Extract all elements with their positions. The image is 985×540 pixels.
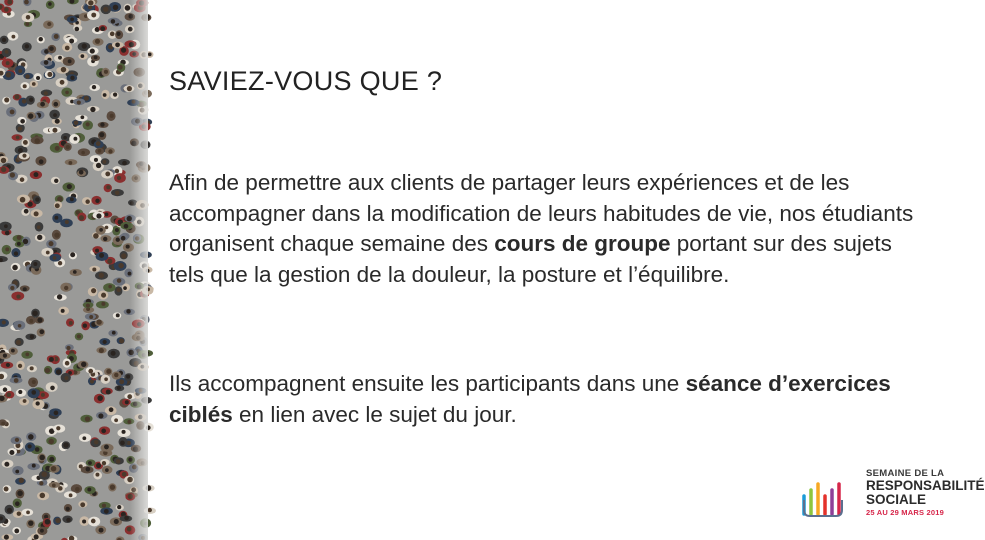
paragraph2-run: séance d’exercices ciblés (169, 371, 891, 427)
crowd-person (2, 460, 14, 468)
crowd-person (99, 338, 110, 345)
crowd-person (78, 501, 87, 508)
crowd-person (65, 37, 78, 44)
crowd-person (64, 504, 72, 512)
crowd-person (5, 505, 14, 514)
crowd-person (111, 189, 124, 196)
crowd-person (49, 127, 61, 133)
crowd-person (75, 115, 87, 121)
crowd-person (58, 307, 69, 315)
crowd-person (99, 426, 110, 435)
crowd-person (79, 433, 91, 442)
crowd-person (89, 84, 100, 91)
crowd-person (107, 111, 116, 121)
crowd-person (12, 466, 23, 475)
crowd-person (10, 377, 23, 383)
crowd-person (56, 78, 68, 87)
crowd-person (62, 43, 72, 52)
crowd-person (79, 516, 89, 526)
crowd-person (96, 252, 109, 261)
crowd-person (88, 287, 98, 296)
crowd-person (43, 21, 54, 29)
paragraph1-run: portant sur des sujets tels que la gestion de la douleur, la posture et l’équilibre. (169, 231, 892, 287)
crowd-person (41, 90, 52, 97)
crowd-person (19, 152, 30, 159)
crowd-person (78, 361, 89, 369)
crowd-person (39, 471, 50, 480)
crowd-person (119, 234, 128, 241)
crowd-person (112, 372, 122, 380)
crowd-person (53, 517, 61, 525)
crowd-person (0, 256, 8, 262)
crowd-person (104, 368, 112, 376)
crowd-person (108, 483, 116, 491)
crowd-person (34, 73, 42, 81)
crowd-person (67, 74, 78, 81)
crowd-person (44, 366, 52, 374)
crowd-person (37, 101, 49, 108)
crowd-person (100, 459, 109, 466)
crowd-person (49, 408, 61, 416)
crowd-person (95, 271, 108, 279)
crowd-person (94, 141, 104, 149)
crowd-person (16, 124, 25, 133)
crowd-person (69, 134, 80, 144)
crowd-person (31, 309, 40, 318)
crowd-person (61, 88, 72, 97)
crowd-person (64, 491, 77, 498)
crowd-person (53, 424, 65, 432)
crowd-person (101, 235, 112, 242)
crowd-person (78, 148, 90, 156)
crowd-person (98, 122, 109, 128)
crowd-person (114, 173, 126, 183)
crowd-person (96, 412, 107, 419)
crowd-person (0, 156, 8, 163)
crowd-person (17, 194, 30, 203)
crowd-person (16, 389, 26, 397)
crowd-person (37, 453, 45, 461)
crowd-person (21, 138, 29, 147)
crowd-person (101, 158, 110, 165)
crowd-person (7, 448, 16, 455)
crowd-person (96, 301, 109, 308)
crowd-person (15, 65, 25, 75)
crowd-person (63, 57, 75, 66)
crowd-person (103, 283, 115, 292)
crowd-person (2, 245, 12, 255)
crowd-person (8, 172, 18, 180)
crowd-person (5, 391, 14, 399)
crowd-person (118, 159, 130, 166)
crowd-person (89, 266, 100, 272)
crowd-person (4, 0, 13, 6)
crowd-person (101, 170, 113, 178)
crowd-person (101, 444, 114, 452)
crowd-person (87, 106, 99, 112)
crowd-person (31, 136, 44, 144)
crowd-person (104, 184, 112, 192)
paragraph-1 (169, 168, 914, 290)
crowd-person (122, 284, 130, 292)
paragraph1-run: Afin de permettre aux clients de partager leurs expériences et de les accompagner dans la modification de leurs habitudes de vie, nos étudiants organisent chaque semaine des (169, 170, 914, 256)
crowd-person (11, 248, 20, 257)
paragraph1-run: cours de groupe (494, 231, 671, 256)
crowd-person (25, 334, 36, 340)
crowd-person (93, 471, 102, 479)
crowd-person (2, 48, 12, 57)
crowd-person (17, 117, 26, 125)
crowd-person (35, 222, 44, 232)
crowd-person (46, 382, 58, 392)
crowd-person (67, 0, 79, 4)
paragraph-2 (169, 369, 914, 430)
crowd-person (1, 6, 12, 13)
crowd-person (96, 226, 106, 235)
paragraph2-run: en lien avec le sujet du jour. (232, 401, 517, 427)
crowd-person (83, 120, 93, 130)
crowd-person (102, 466, 113, 474)
crowd-person (101, 375, 111, 384)
crowd-person (77, 213, 86, 222)
crowd-person (113, 312, 121, 319)
crowd-person (95, 319, 104, 326)
crowd-person (81, 466, 94, 473)
crowd-person (16, 489, 25, 499)
crowd-person (15, 478, 26, 485)
crowd-person (95, 148, 104, 155)
crowd-person (20, 82, 29, 89)
crowd-person (9, 347, 18, 354)
crowd-person (64, 143, 72, 151)
crowd-person (13, 320, 25, 329)
crowd-person (63, 358, 71, 367)
crowd-person (70, 269, 82, 276)
crowd-person (101, 68, 109, 77)
crowd-person (26, 95, 35, 104)
crowd-person (61, 373, 71, 383)
crowd-person (114, 261, 127, 271)
crowd-person (7, 32, 18, 41)
crowd-person (117, 429, 130, 437)
crowd-person (49, 482, 61, 488)
crowd-person (35, 156, 46, 166)
crowd-person (65, 344, 74, 350)
paragraph2-run: Ils accompagnent ensuite les participants dans une (169, 371, 686, 396)
crowd-person (0, 36, 8, 45)
crowd-person (21, 208, 29, 216)
crowd-person (22, 42, 32, 51)
crowd-person (67, 16, 78, 23)
crowd-person (114, 457, 124, 464)
crowd-person (27, 112, 36, 120)
crowd-person (13, 498, 22, 508)
crowd-person (26, 432, 36, 441)
crowd-person (108, 349, 120, 359)
crowd-person (105, 147, 115, 154)
crowd-person (84, 486, 95, 494)
crowd-person (116, 505, 124, 511)
crowd-photo-fade (130, 0, 148, 540)
crowd-person (108, 18, 120, 24)
crowd-person (49, 110, 60, 120)
crowd-person (111, 415, 123, 424)
crowd-person (87, 47, 98, 55)
crowd-person (45, 71, 54, 79)
slide-title: SAVIEZ-VOUS QUE ? (169, 66, 443, 96)
crowd-person (120, 251, 128, 259)
crowd-person (0, 222, 12, 232)
crowd-person (37, 527, 47, 535)
crowd-person (11, 263, 21, 271)
srs-logo (800, 466, 985, 526)
crowd-person (48, 45, 57, 53)
crowd-person (11, 292, 24, 301)
crowd-person (27, 388, 39, 398)
logo-line-3: SOCIALE (866, 492, 927, 507)
crowd-person (101, 90, 109, 99)
logo-line-2: RESPONSABILITÉ (866, 478, 985, 493)
crowd-person (91, 196, 101, 205)
crowd-person (96, 347, 106, 353)
crowd-person (90, 439, 101, 448)
crowd-person (22, 509, 33, 516)
crowd-person (108, 330, 117, 337)
crowd-person (15, 241, 24, 247)
crowd-person (37, 328, 45, 336)
crowd-person (49, 254, 61, 262)
crowd-person (30, 81, 38, 88)
logo-dates: 25 AU 29 MARS 2019 (866, 508, 944, 517)
crowd-person (37, 36, 45, 43)
crowd-person (16, 361, 25, 370)
logo-line-1: SEMAINE DE LA (866, 468, 945, 479)
crowd-person (98, 290, 108, 299)
crowd-person (0, 319, 9, 327)
crowd-person (60, 283, 71, 292)
crowd-person (87, 10, 100, 20)
crowd-person (99, 25, 107, 31)
crowd-person (27, 365, 37, 372)
crowd-person (92, 38, 103, 46)
crowd-person (15, 338, 24, 346)
crowd-person (82, 197, 92, 205)
crowd-person (51, 33, 60, 41)
crowd-person (52, 99, 61, 108)
crowd-person (115, 30, 123, 39)
crowd-person (62, 515, 72, 522)
crowd-person (85, 313, 96, 320)
crowd-person (40, 60, 52, 66)
crowd-photo (0, 0, 148, 540)
crowd-person (75, 333, 83, 341)
crowd-person (83, 302, 94, 308)
crowd-person (12, 527, 21, 535)
crowd-person (25, 442, 35, 451)
crowd-person (26, 520, 35, 529)
crowd-person (62, 182, 75, 191)
crowd-person (116, 536, 125, 540)
crowd-person (100, 507, 112, 514)
crowd-person (54, 294, 67, 301)
crowd-person (3, 485, 12, 493)
crowd-person (65, 159, 78, 165)
crowd-person (31, 260, 41, 269)
crowd-person (73, 25, 82, 32)
crowd-person (68, 536, 78, 540)
crowd-person (23, 73, 33, 79)
crowd-person (93, 211, 105, 219)
crowd-person (52, 230, 61, 240)
crowd-person (54, 201, 62, 209)
crowd-person (0, 372, 7, 380)
crowd-person (28, 377, 38, 387)
crowd-person (35, 234, 46, 242)
crowd-person (43, 518, 51, 527)
crowd-person (47, 455, 56, 463)
crowd-person (31, 209, 43, 217)
crowd-person (73, 98, 85, 105)
crowd-person (88, 517, 100, 527)
crowd-person (69, 252, 77, 259)
crowd-person (46, 437, 57, 445)
crowd-person (37, 491, 49, 500)
crowd-person (19, 398, 29, 405)
crowd-person (22, 13, 35, 22)
crowd-person (12, 134, 23, 140)
crowd-person (54, 367, 62, 375)
crowd-person (27, 463, 39, 470)
crowd-person (117, 63, 125, 72)
crowd-person (32, 399, 44, 409)
crowd-person (21, 351, 32, 359)
crowd-person (110, 92, 118, 99)
crowd-person (95, 526, 106, 535)
crowd-person (46, 1, 55, 9)
crowd-person (78, 53, 87, 60)
crowd-person (2, 58, 14, 67)
crowd-person (117, 337, 125, 344)
crowd-person (30, 170, 42, 179)
crowd-person (49, 465, 60, 473)
crowd-person (115, 385, 125, 391)
logo-text (866, 468, 985, 519)
crowd-person (66, 318, 74, 326)
crowd-person (113, 278, 126, 286)
crowd-person (2, 97, 10, 105)
crowd-person (33, 195, 41, 204)
crowd-person (86, 459, 96, 466)
crowd-person (56, 67, 69, 74)
crowd-person (6, 107, 16, 117)
crowd-person (47, 355, 56, 362)
crowd-person (81, 321, 90, 330)
crowd-person (112, 42, 124, 49)
crowd-person (91, 55, 100, 61)
crowd-person (11, 436, 22, 444)
crowd-person (101, 4, 111, 14)
crowd-person (66, 197, 77, 204)
crowd-person (62, 441, 71, 449)
crowd-person (94, 394, 105, 404)
crowd-person (114, 286, 122, 295)
crowd-person (80, 415, 92, 423)
crowd-person (102, 388, 113, 395)
logo-bars-icon (800, 470, 862, 518)
crowd-person (8, 284, 17, 291)
crowd-person (90, 155, 102, 163)
crowd-person (119, 437, 128, 447)
crowd-person (20, 285, 30, 291)
crowd-person (23, 0, 31, 6)
crowd-person (46, 240, 56, 249)
crowd-person (51, 177, 60, 184)
crowd-person (60, 219, 73, 228)
crowd-person (1, 534, 13, 540)
